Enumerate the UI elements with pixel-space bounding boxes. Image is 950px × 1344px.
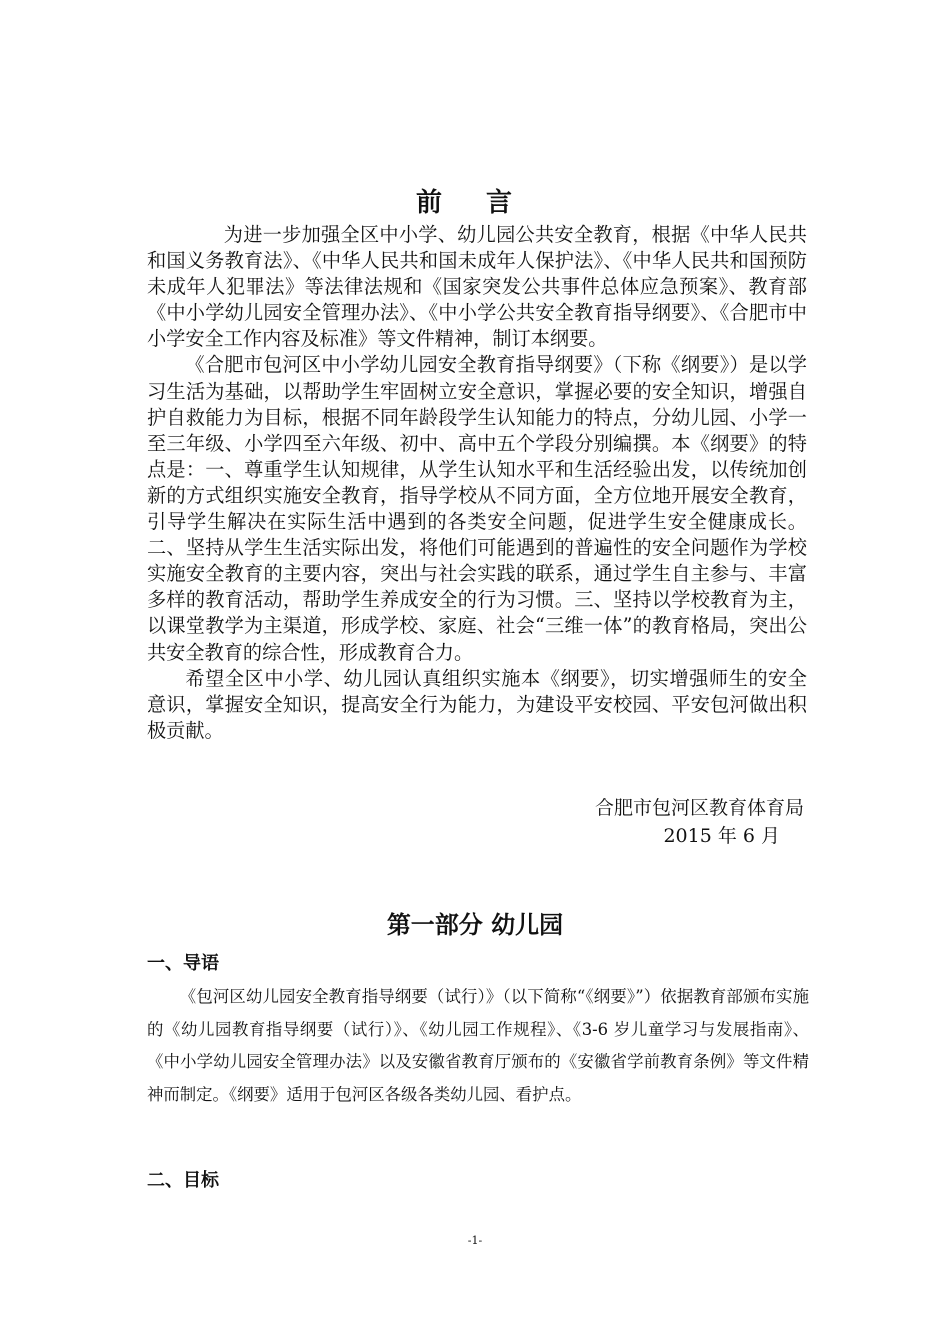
preface-paragraph-3: 希望全区中小学、幼儿园认真组织实施本《纲要》，切实增强师生的安全意识，掌握安全知识，提高安全行为能力，为建设平安校园、平安包河做出积极贡献。 (147, 666, 807, 742)
preface-paragraph-2: 《合肥市包河区中小学幼儿园安全教育指导纲要》（下称《纲要》）是以学习生活为基础，以帮助学生牢固树立安全意识，掌握必要的安全知识，增强自护自救能力为目标，根据不同年龄段学生认知能力的特点，分幼儿园、小学一至三年级、小学四至六年级、初中、高中五个学段分别编撰。本《纲要》的特点是：一、尊重学生认知规律，从学生认知水平和生活经验出发，以传统加创新的方式组织实施安全教育，指导学校从不同方面，全方位地开展安全教育，引导学生解决在实际生活中遇到的各类安全问题，促进学生安全健康成长。二、坚持从学生生活实际出发，将他们可能遇到的普遍性的安全问题作为学校实施安全教育的主要内容，突出与社会实践的联系，通过学生自主参与、丰富多样的教育活动，帮助学生养成安全的行为习惯。三、坚持以学校教育为主，以课堂教学为主渠道，形成学校、家庭、社会“三维一体”的教育格局，突出公共安全教育的综合性，形成教育合力。 (147, 353, 807, 664)
intro-body (147, 981, 809, 1111)
preface-paragraph-1: 为进一步加强全区中小学、幼儿园公共安全教育，根据《中华人民共和国义务教育法》、《中华人民共和国未成年人保护法》、《中华人民共和国预防未成年人犯罪法》等法律法规和《国家突发公共事件总体应急预案》、教育部《中小学幼儿园安全管理办法》、《中小学公共安全教育指导纲要》、《合肥市中小学安全工作内容及标准》等文件精神，制订本纲要。 (147, 223, 807, 351)
section-heading-goals: 二、目标 (147, 1170, 219, 1191)
intro-paragraph: 《包河区幼儿园安全教育指导纲要（试行）》（以下简称“《纲要》”）依据教育部颁布实施的《幼儿园教育指导纲要（试行）》、《幼儿园工作规程》、《3-6 岁儿童学习与发展指南》、《中小学幼儿园安全管理办法》以及安徽省教育厅颁布的《安徽省学前教育条例》等文件精神而制定。《纲要》适用于包河区各级各类幼儿园、看护点。 (147, 987, 809, 1104)
page-number: -1- (467, 1234, 483, 1247)
preface-title: 前言 (415, 188, 556, 218)
preface-body (147, 222, 807, 744)
signature-organization: 合肥市包河区教育体育局 (594, 797, 804, 819)
signature-block (595, 794, 804, 850)
part-title: 第一部分 幼儿园 (386, 911, 564, 939)
section-heading-intro: 一、导语 (147, 953, 219, 974)
signature-date: 2015 年 6 月 (663, 825, 780, 847)
